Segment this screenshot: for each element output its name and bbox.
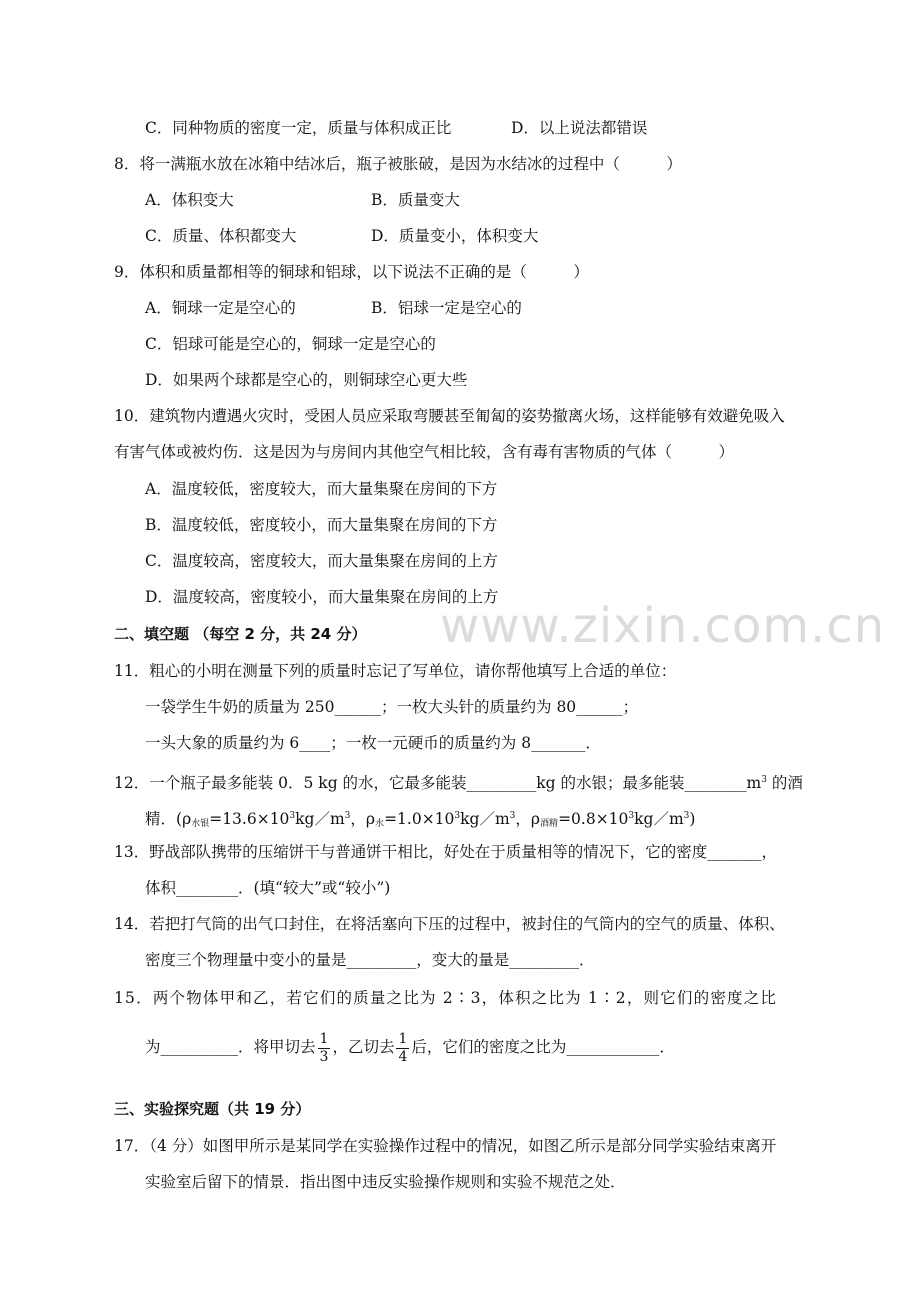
fraction-denominator: 3 bbox=[319, 1048, 329, 1065]
q12-cubic-exponent: 3 bbox=[761, 775, 767, 785]
q15-line2-start: 为__________．将甲切去 bbox=[145, 1038, 316, 1056]
rho-symbol: ρ bbox=[182, 810, 192, 828]
q10-stem-line1: 10．建筑物内遭遇火灾时，受困人员应采取弯腰甚至匍匐的姿势撤离火场，这样能够有效避免吸入 bbox=[114, 407, 785, 425]
unit-exp: 3 bbox=[683, 811, 690, 821]
q11-line1: 一袋学生牛奶的质量为 250______；一枚大头针的质量约为 80______； bbox=[145, 698, 639, 716]
separator: ， bbox=[350, 810, 366, 828]
q8-option-d: D．质量变小，体积变大 bbox=[371, 227, 539, 245]
section-2-heading bbox=[114, 624, 366, 644]
q15-line2-middle: ，乙切去 bbox=[332, 1038, 395, 1056]
q10-option-c: C．温度较高，密度较大，而大量集聚在房间的上方 bbox=[145, 552, 498, 570]
q13-line1: 13．野战部队携带的压缩饼干与普通饼干相比，好处在于质量相等的情况下，它的密度_______， bbox=[114, 843, 777, 861]
q11-stem: 11．粗心的小明在测量下列的质量时忘记了写单位，请你帮他填写上合适的单位： bbox=[114, 662, 677, 680]
q12-line2 bbox=[145, 806, 695, 834]
q7-option-d: D．以上说法都错误 bbox=[511, 119, 648, 137]
q13-line2: 体积________．(填“较大”或“较小”) bbox=[145, 879, 391, 897]
separator: ， bbox=[515, 810, 531, 828]
exp: 3 bbox=[289, 811, 296, 821]
q8-option-b: B．质量变大 bbox=[371, 191, 460, 209]
rho-symbol: ρ bbox=[530, 810, 541, 828]
section-2-points: （每空 2 分，共 24 分） bbox=[194, 625, 367, 643]
unit: kg／m bbox=[634, 810, 684, 828]
q8-stem: 8．将一满瓶水放在冰箱中结冰后，瓶子被胀破，是因为水结冰的过程中（ ） bbox=[114, 155, 682, 173]
q9-option-c: C．铝球可能是空心的，铜球一定是空心的 bbox=[145, 335, 436, 353]
fraction-numerator: 1 bbox=[398, 1030, 408, 1047]
q12-line1-text: 12．一个瓶子最多能装 0．5 kg 的水，它最多能装_________kg 的水银；最多能装________m bbox=[114, 774, 762, 792]
q9-stem: 9．体积和质量都相等的铜球和铝球，以下说法不正确的是（ ） bbox=[114, 263, 589, 281]
q17-line2: 实验室后留下的情景．指出图中违反实验操作规则和实验不规范之处． bbox=[145, 1173, 626, 1191]
exp: 3 bbox=[628, 811, 635, 821]
unit-exp: 3 bbox=[509, 811, 516, 821]
q15-line1: 15．两个物体甲和乙，若它们的质量之比为 2∶3，体积之比为 1∶2，则它们的密度之比 bbox=[114, 989, 778, 1007]
q8-option-a: A．体积变大 bbox=[145, 191, 234, 209]
q12-line1-end: 的酒 bbox=[766, 774, 803, 792]
fraction-one-third bbox=[318, 1031, 331, 1066]
rho-symbol: ρ bbox=[365, 810, 376, 828]
q10-option-d: D．温度较高，密度较小，而大量集聚在房间的上方 bbox=[145, 588, 499, 606]
q8-option-c: C．质量、体积都变大 bbox=[145, 227, 297, 245]
q15-line2 bbox=[145, 1027, 675, 1067]
section-2-title: 二、填空题 bbox=[114, 625, 190, 643]
density-water: =1.0×10 bbox=[384, 810, 455, 828]
q10-option-a: A．温度较低，密度较大，而大量集聚在房间的下方 bbox=[145, 480, 498, 498]
section-3-heading: 三、实验探究题（共 19 分） bbox=[114, 1100, 311, 1118]
q10-option-b: B．温度较低，密度较小，而大量集聚在房间的下方 bbox=[145, 516, 498, 534]
density-alcohol: =0.8×10 bbox=[558, 810, 629, 828]
sub-alcohol: 酒精 bbox=[540, 819, 559, 829]
watermark: www.zixin.com.cn bbox=[440, 598, 886, 654]
q14-line1: 14．若把打气筒的出气口封住，在将活塞向下压的过程中，被封住的气筒内的空气的质量、体积、 bbox=[114, 915, 785, 933]
sub-mercury: 水银 bbox=[191, 819, 210, 829]
q17-line1: 17．（4 分）如图甲所示是某同学在实验操作过程中的情况，如图乙所示是部分同学实验结束离开 bbox=[114, 1137, 777, 1155]
fraction-numerator: 1 bbox=[319, 1030, 329, 1047]
exp: 3 bbox=[454, 811, 461, 821]
close-paren: ) bbox=[689, 810, 696, 828]
unit-exp: 3 bbox=[344, 811, 351, 821]
q11-line2: 一头大象的质量约为 6____；一枚一元硬币的质量约为 8_______． bbox=[145, 734, 601, 752]
q9-option-b: B．铝球一定是空心的 bbox=[371, 299, 522, 317]
sub-water: 水 bbox=[375, 819, 385, 829]
q7-option-c: C．同种物质的密度一定，质量与体积成正比 bbox=[145, 119, 452, 137]
q9-option-a: A．铜球一定是空心的 bbox=[145, 299, 296, 317]
q14-line2: 密度三个物理量中变小的量是_________，变大的量是_________． bbox=[145, 951, 595, 969]
density-mercury: =13.6×10 bbox=[209, 810, 290, 828]
q12-line2-start: 精．( bbox=[145, 810, 183, 828]
fraction-one-quarter bbox=[396, 1031, 409, 1066]
fraction-denominator: 4 bbox=[398, 1048, 408, 1065]
q15-line2-end: 后，它们的密度之比为____________． bbox=[411, 1038, 675, 1056]
q9-option-d: D．如果两个球都是空心的，则铜球空心更大些 bbox=[145, 371, 468, 389]
unit: kg／m bbox=[295, 810, 345, 828]
q12-line1 bbox=[114, 770, 803, 793]
q10-stem-line2: 有害气体或被灼伤．这是因为与房间内其他空气相比较，含有毒有害物质的气体（ ） bbox=[114, 443, 735, 461]
unit: kg／m bbox=[460, 810, 510, 828]
